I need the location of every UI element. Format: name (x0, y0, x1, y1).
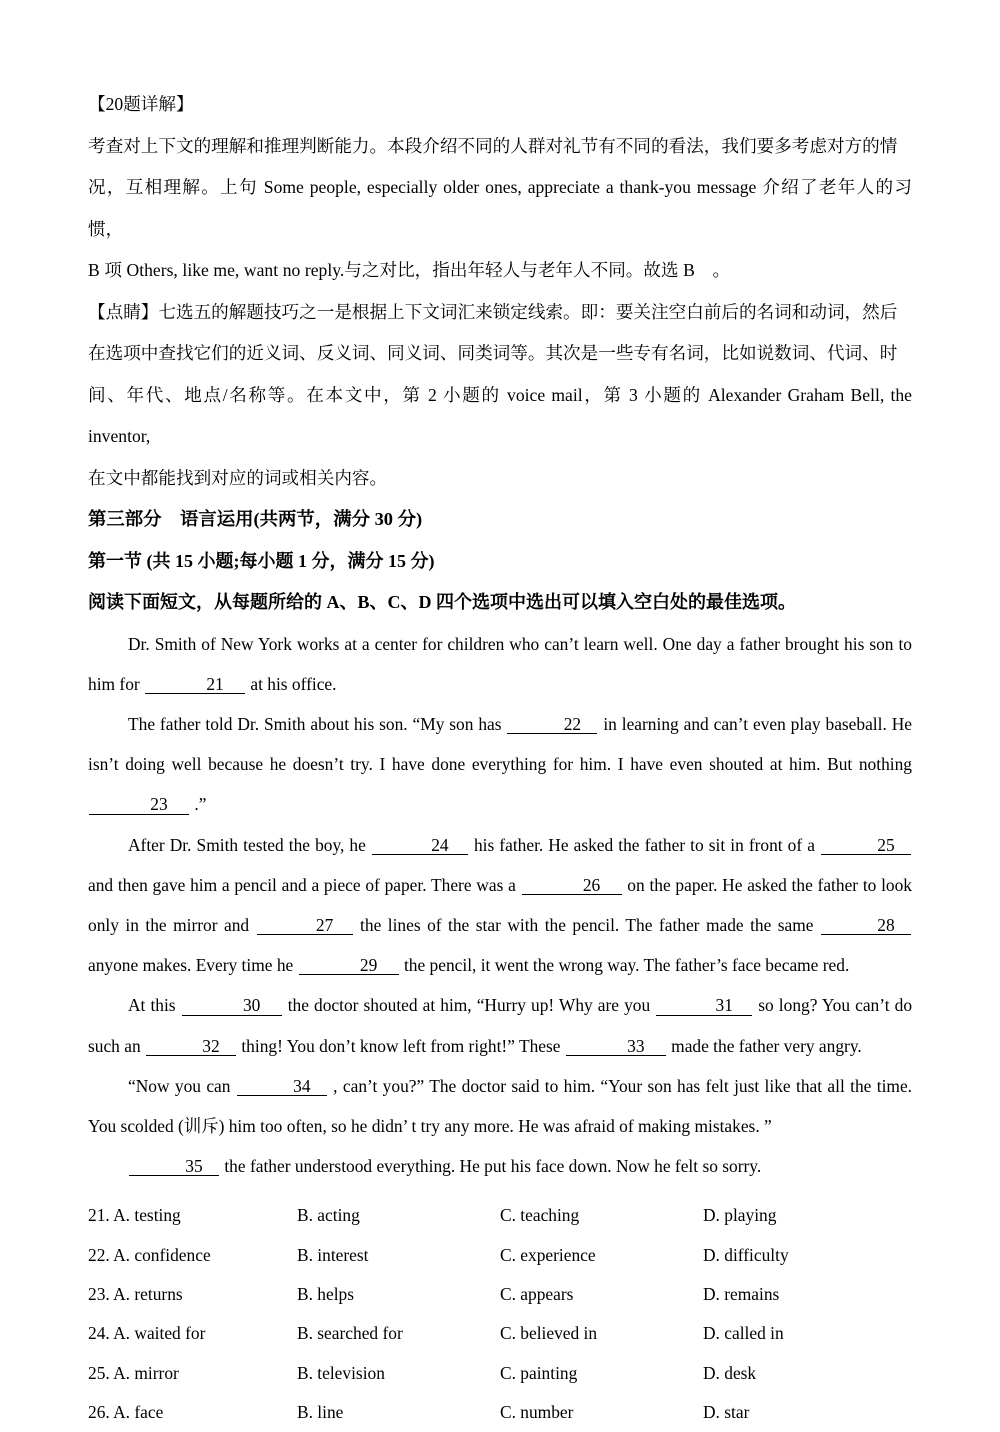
passage-text: , can’t you?” The doctor said to him. “Your son has felt just like that all the time. You scolded (训斥) him too often, so he didn’ t try any more. He was afraid of making mistakes. ” (88, 1075, 913, 1136)
passage-text: After Dr. Smith tested the boy, he (128, 834, 371, 855)
option-d[interactable]: D. remains (703, 1283, 780, 1304)
explanation-20-line-2: 况，互相理解。上句 Some people, especially older ones, appreciate a thank-you message 介绍了老年人的习惯， (88, 177, 912, 239)
passage-text: on the paper. He asked the father to look only in the mirror and (88, 874, 913, 935)
option-d[interactable]: D. playing (703, 1205, 777, 1226)
passage-text: “Now you can (128, 1075, 236, 1096)
option-d[interactable]: D. difficulty (703, 1244, 789, 1265)
option-a[interactable]: 21. A. testing (88, 1205, 181, 1226)
cloze-blank-33[interactable]: 33 (566, 1037, 666, 1056)
cloze-blank-27[interactable]: 27 (257, 916, 353, 935)
page-content (88, 84, 912, 1432)
option-d[interactable]: D. desk (703, 1362, 757, 1383)
option-c[interactable]: C. experience (500, 1244, 596, 1265)
cloze-blank-28[interactable]: 28 (821, 916, 911, 935)
passage-paragraph (88, 1146, 912, 1186)
cloze-passage (88, 624, 912, 1187)
question-row (88, 1236, 912, 1275)
passage-text: anyone makes. Every time he (88, 955, 298, 976)
question-row (88, 1314, 912, 1353)
passage-text: .” (190, 794, 207, 815)
key-point-line-4: 在文中都能找到对应的词或相关内容。 (88, 467, 388, 488)
cloze-blank-24[interactable]: 24 (372, 836, 468, 855)
option-c[interactable]: C. appears (500, 1283, 574, 1304)
passage-text: in learning and can’t even play baseball. He isn’t doing well because he doesn’t try. I have done everything for him. I have even shouted at him. But nothing (88, 713, 912, 775)
question-row (88, 1275, 912, 1314)
explanation-20-line-1: 考查对上下文的理解和推理判断能力。本段介绍不同的人群对礼节有不同的看法，我们要多考虑对方的情 (88, 135, 898, 156)
part-three-heading: 第三部分 语言运用(共两节，满分 30 分) (88, 509, 423, 529)
passage-paragraph (88, 985, 912, 1065)
question-row (88, 1354, 912, 1393)
cloze-blank-26[interactable]: 26 (522, 876, 622, 895)
option-a[interactable]: 26. A. face (88, 1401, 164, 1422)
option-b[interactable]: B. helps (297, 1283, 355, 1304)
cloze-blank-32[interactable]: 32 (146, 1037, 236, 1056)
option-c[interactable]: C. teaching (500, 1205, 580, 1226)
key-point-line-1: 【点睛】七选五的解题技巧之一是根据上下文词汇来锁定线索。即：要关注空白前后的名词和动词，然后 (88, 301, 898, 322)
cloze-blank-25[interactable]: 25 (821, 836, 911, 855)
key-point-line-2: 在选项中查找它们的近义词、反义词、同义词、同类词等。其次是一些专有名词，比如说数词、代词、时 (88, 343, 898, 363)
cloze-blank-21[interactable]: 21 (145, 675, 245, 694)
option-b[interactable]: B. searched for (297, 1323, 403, 1344)
passage-text: thing! You don’t know left from right!” These (237, 1035, 565, 1056)
option-a[interactable]: 24. A. waited for (88, 1323, 206, 1344)
option-a[interactable]: 23. A. returns (88, 1283, 183, 1304)
passage-paragraph (88, 825, 912, 986)
cloze-blank-29[interactable]: 29 (299, 956, 399, 975)
question-row (88, 1393, 912, 1432)
explanation-20-line-3: B 项 Others, like me, want no reply.与之对比，指出年轻人与老年人不同。故选 B 。 (88, 260, 731, 280)
passage-text: The father told Dr. Smith about his son. “My son has (128, 713, 507, 734)
explanation-20-block (88, 84, 912, 292)
passage-text: so long? You can’t do such an (88, 995, 913, 1056)
passage-text: at his office. (246, 673, 337, 694)
option-c[interactable]: C. painting (500, 1362, 578, 1383)
cloze-blank-23[interactable]: 23 (89, 795, 189, 814)
passage-text: and then gave him a pencil and a piece of paper. There was a (88, 874, 521, 895)
cloze-blank-22[interactable]: 22 (507, 715, 597, 734)
cloze-blank-34[interactable]: 34 (237, 1077, 327, 1096)
key-point-line-3: 间、年代、地点/名称等。在本文中，第 2 小题的 voice mail，第 3 小题的 Alexander Graham Bell, the inventor, (88, 384, 912, 446)
explanation-20-title: 【20题详解】 (88, 94, 194, 114)
option-d[interactable]: D. star (703, 1401, 750, 1422)
passage-text: his father. He asked the father to sit in front of a (468, 834, 820, 855)
option-a[interactable]: 22. A. confidence (88, 1244, 211, 1265)
passage-text: the pencil, it went the wrong way. The father’s face became red. (399, 955, 850, 976)
question-options-list (88, 1196, 912, 1432)
section-instruction: 阅读下面短文，从每题所给的 A、B、C、D 四个选项中选出可以填入空白处的最佳选项。 (88, 592, 796, 612)
option-c[interactable]: C. number (500, 1401, 574, 1422)
option-b[interactable]: B. acting (297, 1205, 360, 1226)
cloze-blank-31[interactable]: 31 (656, 996, 752, 1015)
passage-paragraph (88, 704, 912, 825)
cloze-blank-30[interactable]: 30 (182, 996, 282, 1015)
passage-text: Dr. Smith of New York works at a center for children who can’t learn well. One day a father brought his son to him for (88, 633, 912, 694)
section-one-heading: 第一节 (共 15 小题;每小题 1 分，满分 15 分) (88, 550, 435, 571)
option-b[interactable]: B. interest (297, 1244, 369, 1265)
option-b[interactable]: B. line (297, 1401, 344, 1422)
question-row (88, 1196, 912, 1235)
option-b[interactable]: B. television (297, 1362, 385, 1383)
option-d[interactable]: D. called in (703, 1323, 784, 1344)
passage-text: the doctor shouted at him, “Hurry up! Why are you (282, 995, 656, 1016)
key-point-block (88, 292, 912, 500)
option-a[interactable]: 25. A. mirror (88, 1362, 179, 1383)
passage-text: At this (128, 995, 181, 1016)
passage-paragraph (88, 624, 912, 704)
passage-paragraph (88, 1066, 912, 1146)
passage-text: made the father very angry. (666, 1035, 862, 1056)
cloze-blank-35[interactable]: 35 (129, 1157, 219, 1176)
section-headings (88, 499, 912, 624)
passage-text: the father understood everything. He put his face down. Now he felt so sorry. (220, 1156, 762, 1177)
passage-text: the lines of the star with the pencil. The father made the same (353, 914, 820, 935)
option-c[interactable]: C. believed in (500, 1323, 598, 1344)
